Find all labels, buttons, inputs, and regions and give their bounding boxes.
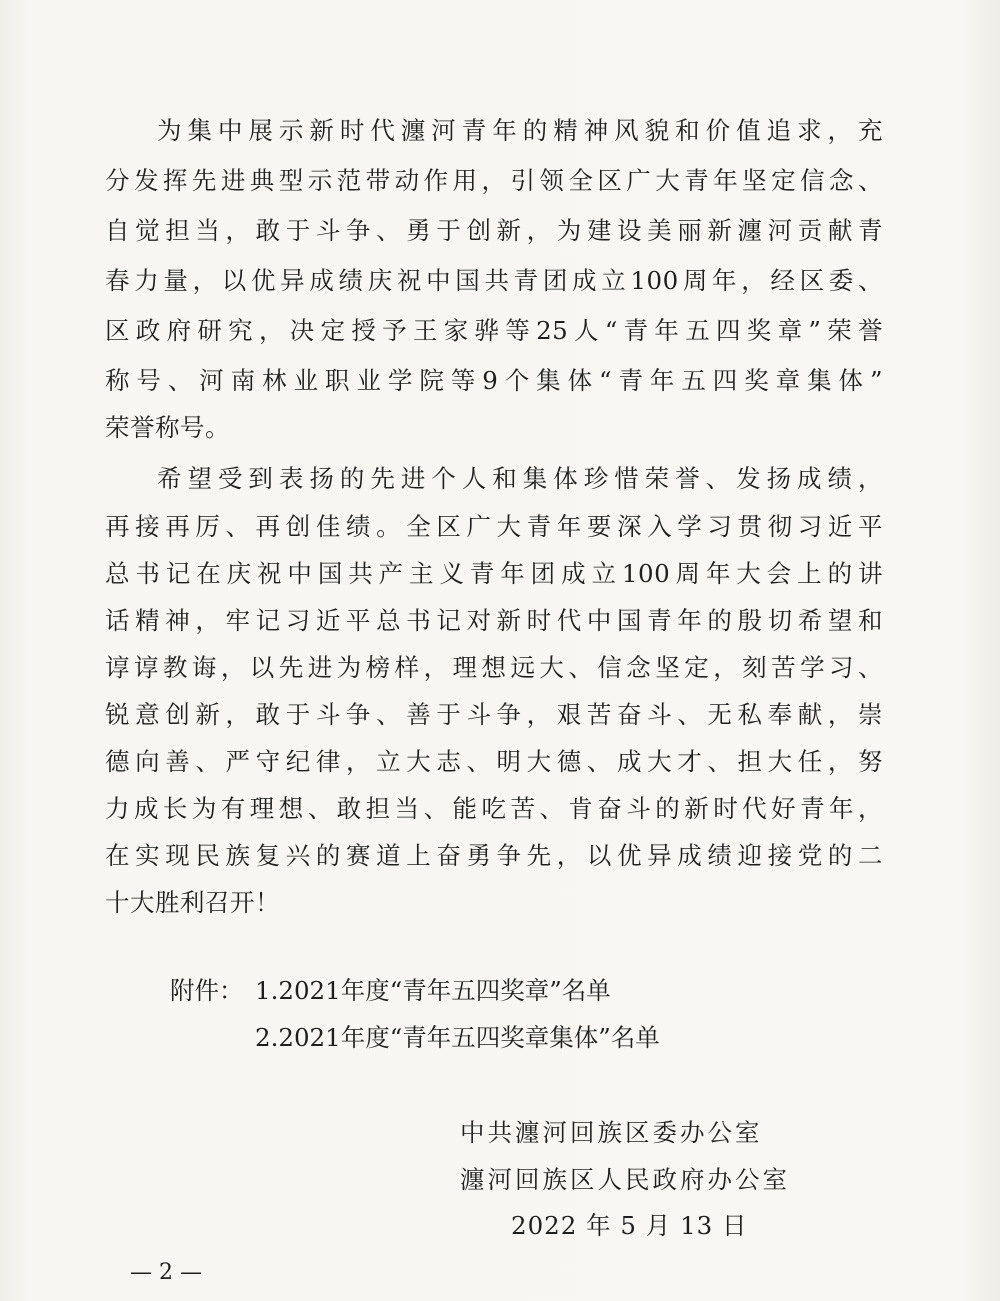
paragraph-line: 在实现民族复兴的赛道上奋勇争先，以优异成绩迎接党的二 xyxy=(105,841,883,870)
paragraph-line: 分发挥先进典型示范带动作用，引领全区广大青年坚定信念、 xyxy=(105,166,883,195)
issuing-office-2: 瀍河回族区人民政府办公室 xyxy=(460,1165,790,1194)
issuing-office-1: 中共瀍河回族区委办公室 xyxy=(460,1118,763,1147)
paragraph-line: 自觉担当，敢于斗争、勇于创新，为建设美丽新瀍河贡献青 xyxy=(105,216,883,245)
paragraph-line: 称号、河南林业职业学院等9个集体“青年五四奖章集体” xyxy=(105,366,883,395)
paragraph-line: 区政府研究，决定授予王家骅等25人“青年五四奖章”荣誉 xyxy=(105,316,883,345)
paragraph-line: 总书记在庆祝中国共产主义青年团成立100周年大会上的讲 xyxy=(105,559,883,588)
attachment-item: 2.2021年度“青年五四奖章集体”名单 xyxy=(255,1023,660,1052)
paragraph-line: 十大胜利召开！ xyxy=(105,888,280,917)
paragraph-line: 为集中展示新时代瀍河青年的精神风貌和价值追求，充 xyxy=(157,116,883,145)
paragraph-line: 荣誉称号。 xyxy=(105,413,230,442)
paragraph-line: 再接再厉、再创佳绩。全区广大青年要深入学习贯彻习近平 xyxy=(105,512,883,541)
paragraph-line: 德向善、严守纪律，立大志、明大德、成大才、担大任，努 xyxy=(105,747,883,776)
attachments-label: 附件： xyxy=(170,976,244,1005)
paragraph-line: 谆谆教诲，以先进为榜样，理想远大、信念坚定，刻苦学习、 xyxy=(105,653,883,682)
paragraph-line: 话精神，牢记习近平总书记对新时代中国青年的殷切希望和 xyxy=(105,606,883,635)
paragraph-line: 春力量，以优异成绩庆祝中国共青团成立100周年，经区委、 xyxy=(105,266,883,295)
paragraph-line: 希望受到表扬的先进个人和集体珍惜荣誉、发扬成绩， xyxy=(157,464,883,493)
paragraph-line: 力成长为有理想、敢担当、能吃苦、肯奋斗的新时代好青年， xyxy=(105,794,883,823)
attachment-item: 1.2021年度“青年五四奖章”名单 xyxy=(255,976,611,1005)
issue-date: 2022 年 5 月 13 日 xyxy=(511,1211,748,1240)
paragraph-line: 锐意创新，敢于斗争、善于斗争，艰苦奋斗、无私奉献，崇 xyxy=(105,700,883,729)
page-number: — 2 — xyxy=(130,1260,202,1285)
